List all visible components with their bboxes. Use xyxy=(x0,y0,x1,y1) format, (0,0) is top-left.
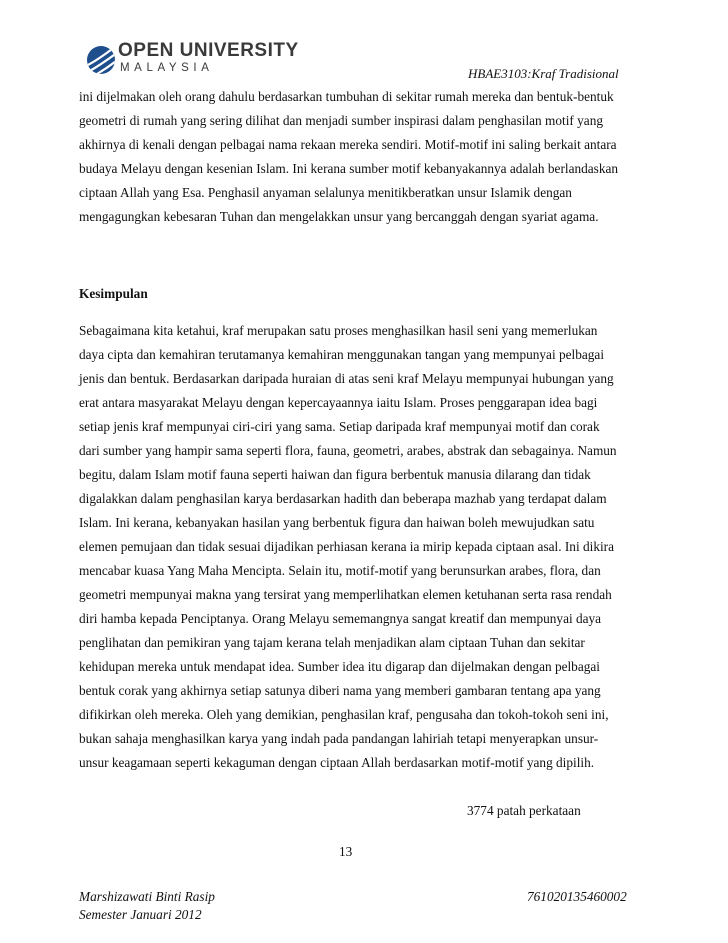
text-line: kehidupan mereka untuk mendapat idea. Sumber idea itu digarap dan dijelmakan dengan pelbagai xyxy=(79,659,600,674)
text-line: unsur keagamaan seperti kekaguman dengan ciptaan Allah berdasarkan motif-motif yang dipilih. xyxy=(79,755,595,770)
text-line: budaya Melayu dengan kesenian Islam. Ini kerana sumber motif kebanyakannya adalah berlandaskan xyxy=(79,161,619,176)
text-line: mencabar kuasa Yang Maha Mencipta. Selain itu, motif-motif yang berunsurkan arabes, flora, dan xyxy=(79,563,601,578)
text-line: bentuk corak yang akhirnya setiap satunya diberi nama yang memberi gambaran tentang apa yang xyxy=(79,683,601,698)
text-line: akhirnya di kenali dengan pelbagai nama rekaan mereka sendiri. Motif-motif ini saling berkait antara xyxy=(79,137,617,152)
section-heading: Kesimpulan xyxy=(79,286,148,301)
course-code-header: HBAE3103:Kraf Tradisional xyxy=(468,66,619,81)
text-line: ini dijelmakan oleh orang dahulu berdasarkan tumbuhan di sekitar rumah mereka dan bentuk-bentuk xyxy=(79,89,614,104)
word-count: 3774 patah perkataan xyxy=(467,803,581,818)
text-line: dari sumber yang hampir sama seperti flora, fauna, geometri, arabes, abstrak dan sebagainya. Namun xyxy=(79,443,617,458)
text-line: daya cipta dan kemahiran terutamanya kemahiran menggunakan tangan yang mempunyai pelbagai xyxy=(79,347,605,362)
text-line: geometri di rumah yang sering dilihat dan menjadi sumber inspirasi dalam penghasilan motif yang xyxy=(79,113,603,128)
text-line: penglihatan dan pemikiran yang tajam kerana telah menjadikan alam ciptaan Tuhan dan sekitar xyxy=(79,635,585,650)
text-line: begitu, dalam Islam motif fauna seperti haiwan dan figura berbentuk manusia dilarang dan tidak xyxy=(79,467,591,482)
text-line: setiap jenis kraf mempunyai ciri-ciri yang sama. Setiap daripada kraf mempunyai motif dan corak xyxy=(79,419,600,434)
text-line: mengagungkan kebesaran Tuhan dan mengelakkan unsur yang bercanggah dengan syariat agama. xyxy=(79,209,599,224)
logo-subtitle: MALAYSIA xyxy=(120,62,214,74)
footer-semester: Semester Januari 2012 xyxy=(79,907,202,922)
text-line: difikirkan oleh mereka. Oleh yang demikian, penghasilan kraf, pengusaha dan tokoh-tokoh seni ini, xyxy=(79,707,609,722)
text-line: Sebagaimana kita ketahui, kraf merupakan satu proses menghasilkan hasil seni yang memerlukan xyxy=(79,323,598,338)
logo-wordmark: OPEN UNIVERSITY xyxy=(118,40,299,61)
page-number: 13 xyxy=(339,844,353,859)
text-line: jenis dan bentuk. Berdasarkan daripada huraian di atas seni kraf Melayu mempunyai hubungan yang xyxy=(79,371,614,386)
text-line: digalakkan dalam penghasilan karya berdasarkan hadith dan beberapa mazhab yang terdapat dalam xyxy=(79,491,607,506)
footer-id-number: 761020135460002 xyxy=(527,889,627,904)
text-line: erat antara masyarakat Melayu dengan kepercayaannya iaitu Islam. Proses penggarapan idea bagi xyxy=(79,395,598,410)
footer-author: Marshizawati Binti Rasip xyxy=(79,889,215,904)
text-line: diri hamba kepada Penciptanya. Orang Melayu sememangnya sangat kreatif dan mempunyai daya xyxy=(79,611,602,626)
text-line: bukan sahaja menghasilkan karya yang indah pada pandangan lahiriah tetapi menyerapkan unsur- xyxy=(79,731,599,746)
text-line: elemen pemujaan dan tidak sesuai dijadikan perhiasan kerana ia mirip kepada ciptaan asal. Ini dikira xyxy=(79,539,614,554)
text-line: ciptaan Allah yang Esa. Penghasil anyaman selalunya menitikberatkan unsur Islamik dengan xyxy=(79,185,572,200)
text-line: geometri mempunyai makna yang tersirat yang memperlihatkan elemen ketuhanan serta rasa rendah xyxy=(79,587,612,602)
text-line: Islam. Ini kerana, kebanyakan hasilan yang berbentuk figura dan haiwan boleh mewujudkan satu xyxy=(79,515,595,530)
